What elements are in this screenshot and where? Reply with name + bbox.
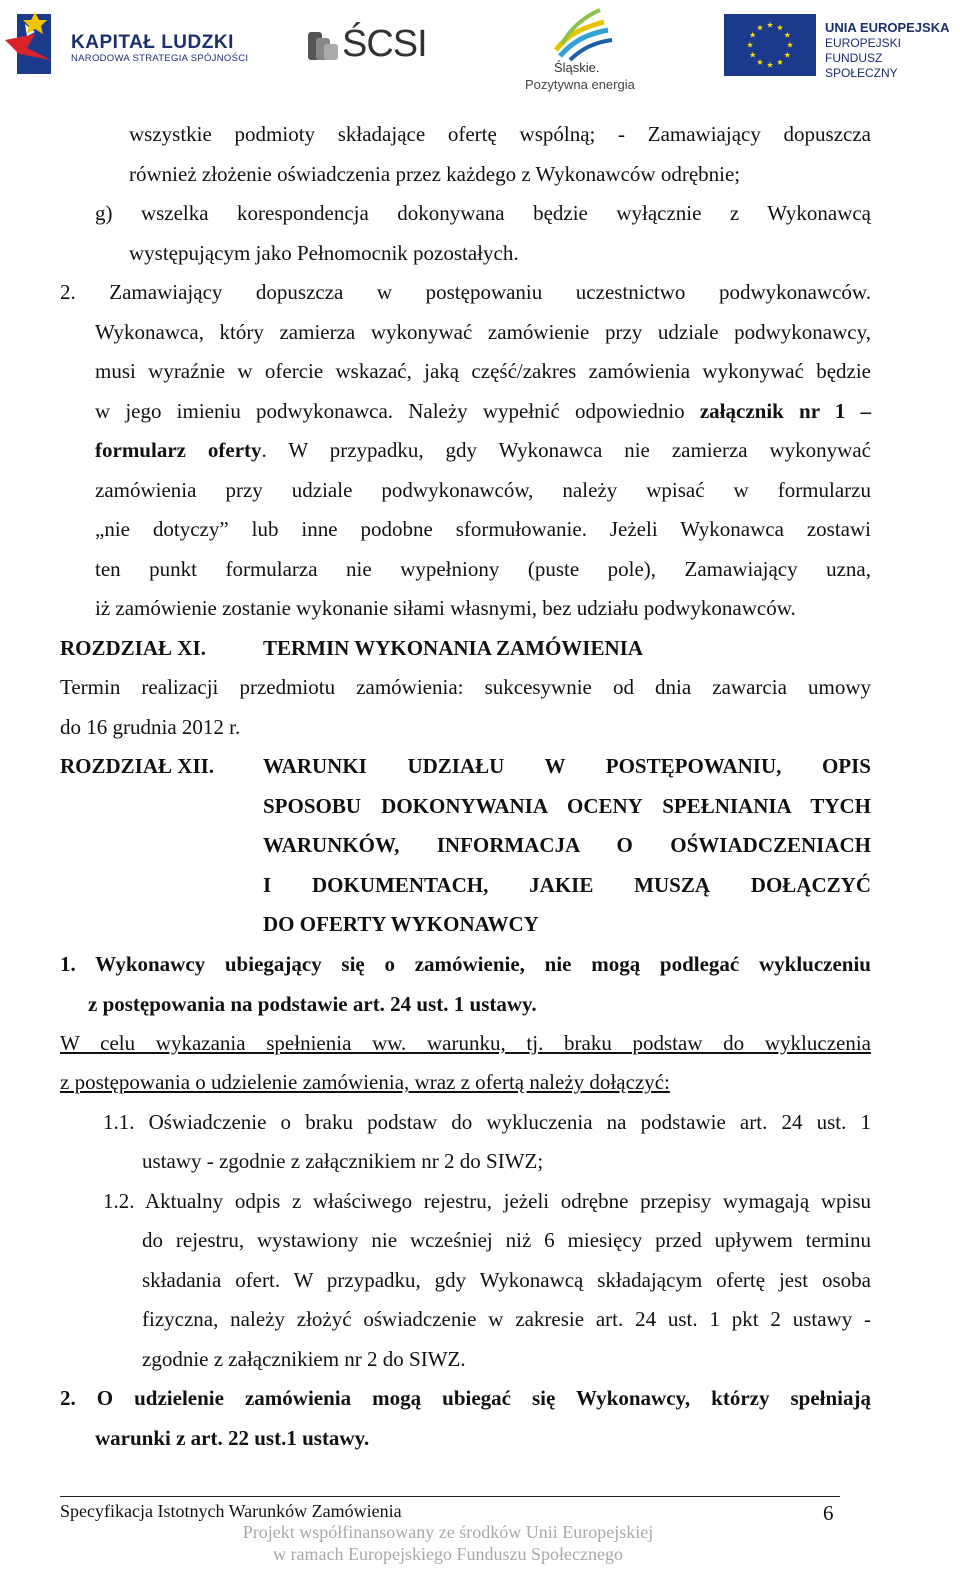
body-line: z postępowania na podstawie art. 24 ust. 1 ustawy. [88,992,537,1016]
body-line: również złożenie oświadczenia przez każdego z Wykonawców odrębnie; [129,162,741,186]
body-line: ustawy - zgodnie z załącznikiem nr 2 do SIWZ; [142,1149,544,1173]
body-line: warunki z art. 22 ust.1 ustawy. [95,1426,370,1450]
footer-fund-line: w ramach Europejskiego Funduszu Społecznego [273,1544,623,1564]
chapter-title: WARUNKÓW, INFORMACJA O OŚWIADCZENIACH [263,833,871,857]
chapter-title: SPOSOBU DOKONYWANIA OCENY SPEŁNIANIA TYCH [263,794,871,818]
body-line: 2. Zamawiający dopuszcza w postępowaniu uczestnictwo podwykonawców. [60,280,871,304]
footer-cofinancing-line: Projekt współfinansowany ze środków Unii Europejskiej [242,1522,654,1542]
chapter-title: WARUNKI UDZIAŁU W POSTĘPOWANIU, OPIS [263,754,871,778]
body-line: ten punkt formularza nie wypełniony (puste pole), Zamawiający uzna, [95,557,871,581]
eu-line-2: FUNDUSZ SPOŁECZNY [825,51,898,80]
body-line: do rejestru, wystawiony nie wcześniej niż 6 miesięcy przed upływem terminu [142,1228,871,1252]
body-line: Termin realizacji przedmiotu zamówienia: sukcesywnie od dnia zawarcia umowy [60,675,871,699]
eu-flag-icon [724,14,816,76]
chapter-label: ROZDZIAŁ XI. [60,636,206,660]
eu-line-1: EUROPEJSKI [825,36,902,50]
body-line: „nie dotyczy” lub inne podobne sformułowanie. Jeżeli Wykonawca zostawi [95,517,871,541]
body-line: z postępowania o udzielenie zamówienia, wraz z ofertą należy dołączyć: [60,1070,670,1094]
body-line: 1.2. Aktualny odpis z właściwego rejestru, jeżeli odrębne przepisy wymagają wpisu [103,1189,871,1213]
scsi-logo [306,22,441,66]
eu-title: UNIA EUROPEJSKA [825,20,950,35]
attachment-reference: załącznik nr 1 – [699,399,871,423]
body-line: musi wyraźnie w ofercie wskazać, jaką część/zakres zamówienia wykonywać będzie [95,359,871,383]
body-line: zgodnie z załącznikiem nr 2 do SIWZ. [142,1347,466,1371]
slaskie-name: Śląskie. [554,60,600,75]
body-line: fizyczna, należy złożyć oświadczenie w zakresie art. 24 ust. 1 pkt 2 ustawy - [142,1307,871,1331]
kapital-ludzki-subtitle: NARODOWA STRATEGIA SPÓJNOŚCI [71,53,249,64]
body-line: składania ofert. W przypadku, gdy Wykonawcą składającym ofertę jest osoba [142,1268,871,1292]
body-line: występującym jako Pełnomocnik pozostałych. [129,241,519,265]
body-line: Wykonawca, który zamierza wykonywać zamówienie przy udziale podwykonawcy, [95,320,871,344]
kapital-ludzki-title: KAPITAŁ LUDZKI [71,32,234,53]
footer-divider [60,1496,840,1497]
chapter-label: ROZDZIAŁ XII. [60,754,215,778]
slaskie-logo [518,4,636,94]
chapter-title: DO OFERTY WYKONAWCY [263,912,539,936]
slaskie-emblem-icon [548,4,618,62]
attachment-reference: formularz oferty [95,438,262,462]
kapital-ludzki-emblem-icon [5,8,65,80]
body-line: g) wszelka korespondencja dokonywana będzie wyłącznie z Wykonawcą [95,201,871,225]
eu-logo [724,14,956,80]
kapital-ludzki-logo [5,8,250,80]
body-line: wszystkie podmioty składające ofertę wspólną; - Zamawiający dopuszcza [129,122,871,146]
body-line: iż zamówienie zostanie wykonanie siłami własnymi, bez udziału podwykonawców. [95,596,796,620]
slaskie-tagline: Pozytywna energia [525,77,635,92]
footer-title: Specyfikacja Istotnych Warunków Zamówienia [60,1501,402,1521]
body-line [95,397,871,425]
body-line: 1. Wykonawcy ubiegający się o zamówienie, nie mogą podlegać wykluczeniu [60,952,871,976]
body-line: 1.1. Oświadczenie o braku podstaw do wykluczenia na podstawie art. 24 ust. 1 [103,1110,871,1134]
scsi-emblem-icon [306,26,340,66]
page-number: 6 [823,1501,834,1525]
body-text: . W przypadku, gdy Wykonawca nie zamierza wykonywać [261,438,871,462]
body-line: do 16 grudnia 2012 r. [60,715,241,739]
body-line: zamówienia przy udziale podwykonawców, należy wpisać w formularzu [95,478,871,502]
body-line: W celu wykazania spełnienia ww. warunku, tj. braku podstaw do wykluczenia [60,1031,871,1055]
body-line: 2. O udzielenie zamówienia mogą ubiegać się Wykonawcy, którzy spełniają [60,1386,871,1410]
body-text: w jego imieniu podwykonawca. Należy wypełnić odpowiednio [95,399,685,423]
chapter-title: TERMIN WYKONANIA ZAMÓWIENIA [263,636,643,660]
body-line [95,436,871,464]
chapter-title: I DOKUMENTACH, JAKIE MUSZĄ DOŁĄCZYĆ [263,873,871,897]
scsi-name: ŚCSI [342,23,427,65]
